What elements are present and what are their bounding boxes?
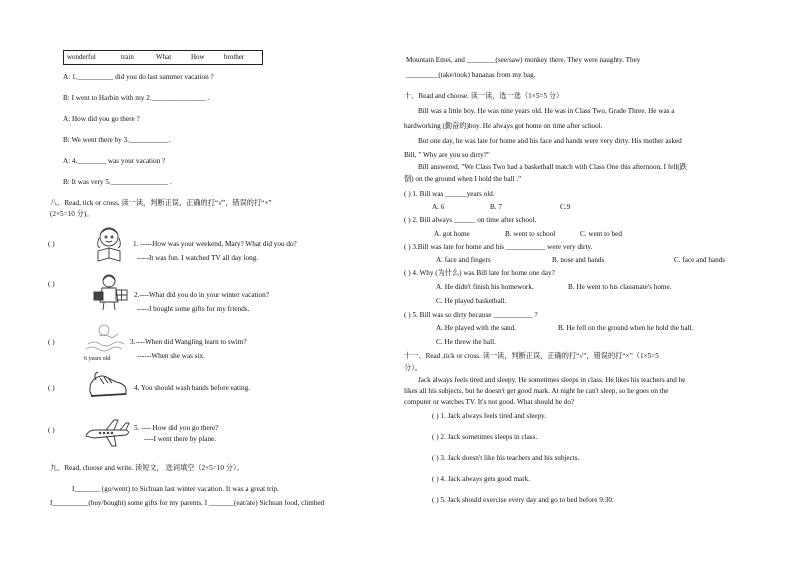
passage-line: 倒) on the ground when I hold the ball ."	[404, 175, 522, 183]
section-8-header: 八、Read, tick or cross. 读一读，判断正误，正确的打“√”，错误的打“×”	[50, 199, 272, 207]
option[interactable]: B. went to school	[505, 230, 556, 238]
dialogue-line: B: It was very 5.________________ .	[63, 178, 172, 186]
question-line: 4. You should wash hands before eating.	[134, 384, 250, 392]
option[interactable]: C. went to bed	[580, 230, 622, 238]
girl-with-gifts-icon	[92, 272, 130, 312]
word-bank-word: brother	[224, 53, 245, 61]
question-line: ( ) 5. Bill was so dirty because ___________ ?	[404, 311, 538, 319]
tf-item[interactable]: ( ) 3. Jack doesn't like his teachers and his subjects.	[432, 454, 580, 462]
option[interactable]: A. He didn't finish his homework.	[436, 283, 534, 291]
section-11-header-score: 分）。	[404, 364, 422, 372]
passage-line: Bill was a little boy. He was nine years old. He was in Class Two, Grade Three. He was a	[418, 107, 675, 115]
passage-line: But one day, he was late for home and his face and hands were very dirty. His mother asked	[418, 137, 682, 145]
section-8-header-score: (2×5=10 分)。	[50, 210, 94, 218]
fill-blank-line: I_______ (go/went) to Sichuan last winter vacation. It was a great trip.	[72, 485, 279, 493]
passage-line: Bill, " Why are you so dirty?"	[404, 151, 490, 159]
answer-paren[interactable]: ( )	[48, 240, 55, 248]
dialogue-line: A: 1.__________ did you do last summer vacation ?	[63, 73, 214, 81]
answer-paren[interactable]: ( )	[48, 384, 55, 392]
question-line: 2.----What did you do in your winter vacation?	[134, 291, 269, 299]
option[interactable]: C. He threw the ball.	[436, 338, 496, 346]
fill-blank-line: Mountain Emei, and ________(see/saw) monkey there. They were naughty. They	[406, 56, 641, 64]
answer-paren[interactable]: ( )	[48, 338, 55, 346]
option[interactable]: C. face and hands	[674, 256, 726, 264]
word-bank-word: train	[121, 53, 134, 61]
answer-line: ------When she was six.	[137, 352, 205, 360]
passage-line: Jack always feels tired and sleepy. He sometimes sleeps in class. He likes his teachers and he	[418, 376, 686, 384]
option[interactable]: A. He played with the sand.	[436, 324, 517, 332]
word-bank-word: How	[191, 53, 205, 61]
option[interactable]: B. He went to his classmate's home.	[568, 283, 672, 291]
section-10-header: 十、Read and choose. 读一读，选一选（1×5=5 分）	[404, 92, 564, 100]
answer-paren[interactable]: ( )	[48, 280, 55, 288]
dialogue-line: B: I went to Harbin with my 2._______________ .	[63, 94, 210, 102]
fill-blank-line: I__________(buy/bought) some gifts for my parents. I _______(eat/ate) Sichuan food, climbed	[50, 499, 325, 507]
tf-item[interactable]: ( ) 1. Jack always feels tired and sleepy.	[432, 412, 547, 420]
girl-reading-icon	[90, 224, 128, 264]
question-line: 1. -----How was your weekend, Mary? What did you do?	[133, 240, 297, 248]
word-bank-word: What	[156, 53, 172, 61]
fill-blank-line: _________(take/took) bananas from my bag.	[406, 71, 536, 79]
tf-item[interactable]: ( ) 5. Jack should exercise every day and go to bed before 9:30.	[432, 496, 614, 504]
dialogue-line: A: 4.________ was your vacation ?	[63, 157, 166, 165]
passage-line: Bill answered, "We Class Two had a basketball match with Class One this afternoon, I fell(跌	[418, 163, 687, 171]
passage-line: likes all his subjects, but he doesn't get good mark. At night he can't sleep, so he goes on the	[404, 387, 669, 395]
age-caption: 6 years old	[84, 356, 111, 362]
answer-paren[interactable]: ( )	[48, 426, 55, 434]
question-line: ( ) 1. Bill was ______years old.	[404, 190, 495, 198]
answer-line: -----I bought some gifts for my friends.	[137, 305, 250, 313]
swimming-child-icon	[84, 322, 128, 354]
option[interactable]: A. face and fingers	[436, 256, 491, 264]
option[interactable]: C.9	[560, 203, 571, 211]
option[interactable]: A. 6	[432, 203, 445, 211]
shoe-icon	[86, 368, 130, 400]
answer-line: ----I went there by plane.	[144, 435, 217, 443]
option[interactable]: B. 7	[490, 203, 502, 211]
section-9-header: 九、Read, choose and write. 读短文， 选词填空（2×5=10 分）。	[50, 464, 244, 472]
airplane-icon	[84, 418, 132, 448]
dialogue-line: B: We went there by 3.___________.	[63, 136, 171, 144]
question-line: 3.----When did Wangling learn to swim?	[130, 338, 247, 346]
question-line: ( ) 4. Why (为什么) was Bill late for home one day?	[404, 269, 555, 277]
question-line: 5. ---- How did you go there?	[134, 424, 219, 432]
option[interactable]: C. He played basketball.	[436, 297, 507, 305]
question-line: ( ) 2. Bill always ______ on time after school.	[404, 216, 537, 224]
word-bank-box	[63, 50, 263, 65]
dialogue-line: A: How did you go there ?	[63, 115, 140, 123]
question-line: ( ) 3.Bill was late for home and his ___________ were very dirty.	[404, 243, 593, 251]
option[interactable]: A. got home	[434, 230, 470, 238]
word-bank-word: wonderful	[67, 53, 96, 61]
option[interactable]: B. nose and hands	[552, 256, 605, 264]
answer-line: -----It was fun. I watched TV all day long.	[137, 254, 259, 262]
tf-item[interactable]: ( ) 2. Jack sometimes sleeps in class.	[432, 433, 538, 441]
passage-line: hardworking (勤奋的)boy. He always got home on time after school.	[404, 122, 603, 130]
section-11-header: 十一、Read ,tick or cross. 读一读，判断正误，正确的打“√”，错误的打“×”（1×5=5	[404, 352, 659, 360]
option[interactable]: B. He fell on the ground when he hold the ball.	[558, 324, 694, 332]
tf-item[interactable]: ( ) 4. Jack always gets good mark.	[432, 475, 531, 483]
passage-line: computer or watches TV. It's not good. What should he do?	[404, 398, 575, 406]
